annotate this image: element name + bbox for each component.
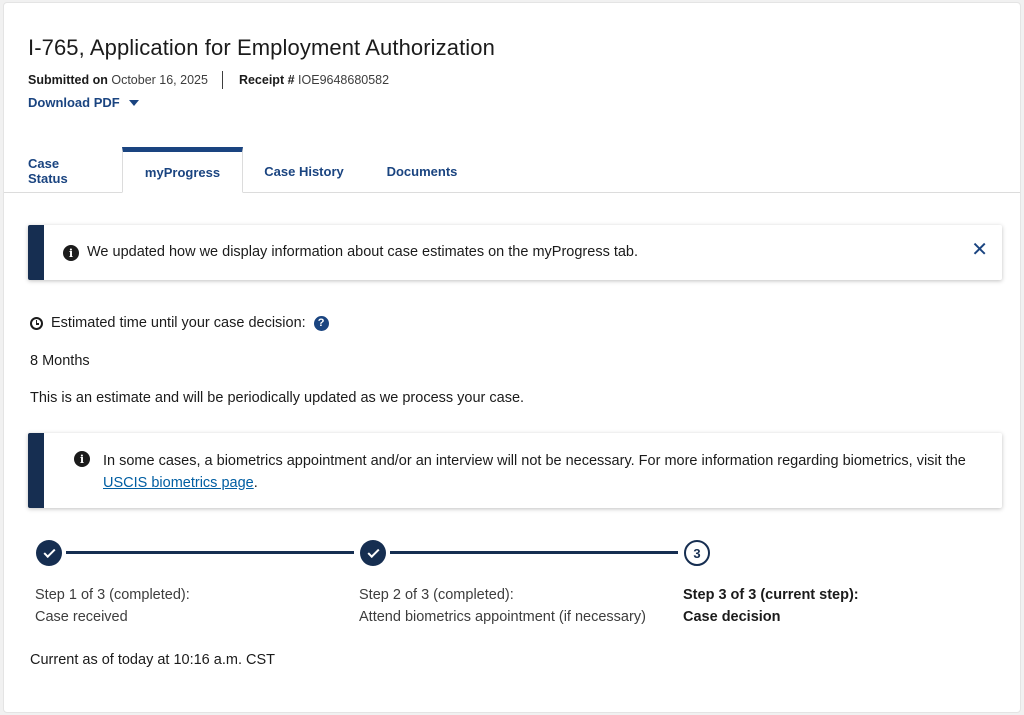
tab-documents[interactable] (382, 149, 462, 193)
alert-message (103, 450, 983, 494)
estimate-label: Estimated time until your case decision: (51, 315, 306, 331)
estimate-row (30, 315, 329, 331)
step-status: Step 1 of 3 (completed): (35, 587, 190, 603)
step-2-check-icon (360, 540, 386, 566)
step-1-label (35, 584, 190, 628)
alert-message: We updated how we display information about case estimates on the myProgress tab. (87, 244, 639, 260)
submitted-label: Submitted on (28, 73, 108, 87)
current-as-of-text: Current as of today at 10:16 a.m. CST (30, 652, 276, 668)
step-status: Step 3 of 3 (current step): (683, 587, 859, 603)
download-pdf-label: Download PDF (28, 95, 120, 110)
info-alert-biometrics (28, 433, 1002, 508)
info-icon: i (74, 451, 90, 467)
caret-down-icon (129, 100, 139, 106)
close-icon[interactable]: ✕ (971, 239, 988, 261)
meta-divider (222, 71, 223, 89)
download-pdf-button[interactable] (28, 95, 139, 110)
tab-myprogress[interactable] (122, 147, 243, 193)
step-3-circle: 3 (684, 540, 710, 566)
case-card (3, 2, 1021, 713)
step-1-check-icon (36, 540, 62, 566)
uscis-biometrics-link[interactable]: USCIS biometrics page (103, 475, 254, 491)
tab-case-history[interactable] (259, 149, 349, 193)
help-icon[interactable]: ? (314, 316, 329, 331)
alert-suffix: . (253, 475, 258, 491)
clock-icon (30, 317, 43, 330)
submitted-date: October 16, 2025 (111, 73, 208, 87)
case-meta (28, 71, 389, 89)
step-3-label (683, 584, 859, 628)
tab-label: Documents (386, 163, 458, 179)
tab-label: Case History (264, 163, 344, 179)
info-alert-update (28, 225, 1002, 280)
alert-text: In some cases, a biometrics appointment and/or an interview will not be necessary. For more information regarding biometrics, visit the (103, 453, 966, 469)
receipt-number: IOE9648680582 (298, 73, 390, 87)
step-2-label (359, 584, 646, 628)
tab-label: Case Status (28, 156, 68, 186)
step-connector (390, 551, 678, 554)
step-name: Case received (35, 609, 128, 625)
info-icon: i (63, 245, 79, 261)
step-name: Attend biometrics appointment (if necessary) (359, 609, 646, 625)
estimate-note: This is an estimate and will be periodically updated as we process your case. (30, 390, 525, 406)
step-connector (66, 551, 354, 554)
estimate-value: 8 Months (30, 353, 90, 369)
receipt-label: Receipt # (238, 73, 295, 87)
tab-label: myProgress (144, 164, 221, 180)
tab-case-status[interactable] (28, 149, 102, 193)
page-title: I-765, Application for Employment Authorization (28, 35, 495, 60)
step-status: Step 2 of 3 (completed): (359, 587, 514, 603)
step-name: Case decision (683, 609, 781, 625)
